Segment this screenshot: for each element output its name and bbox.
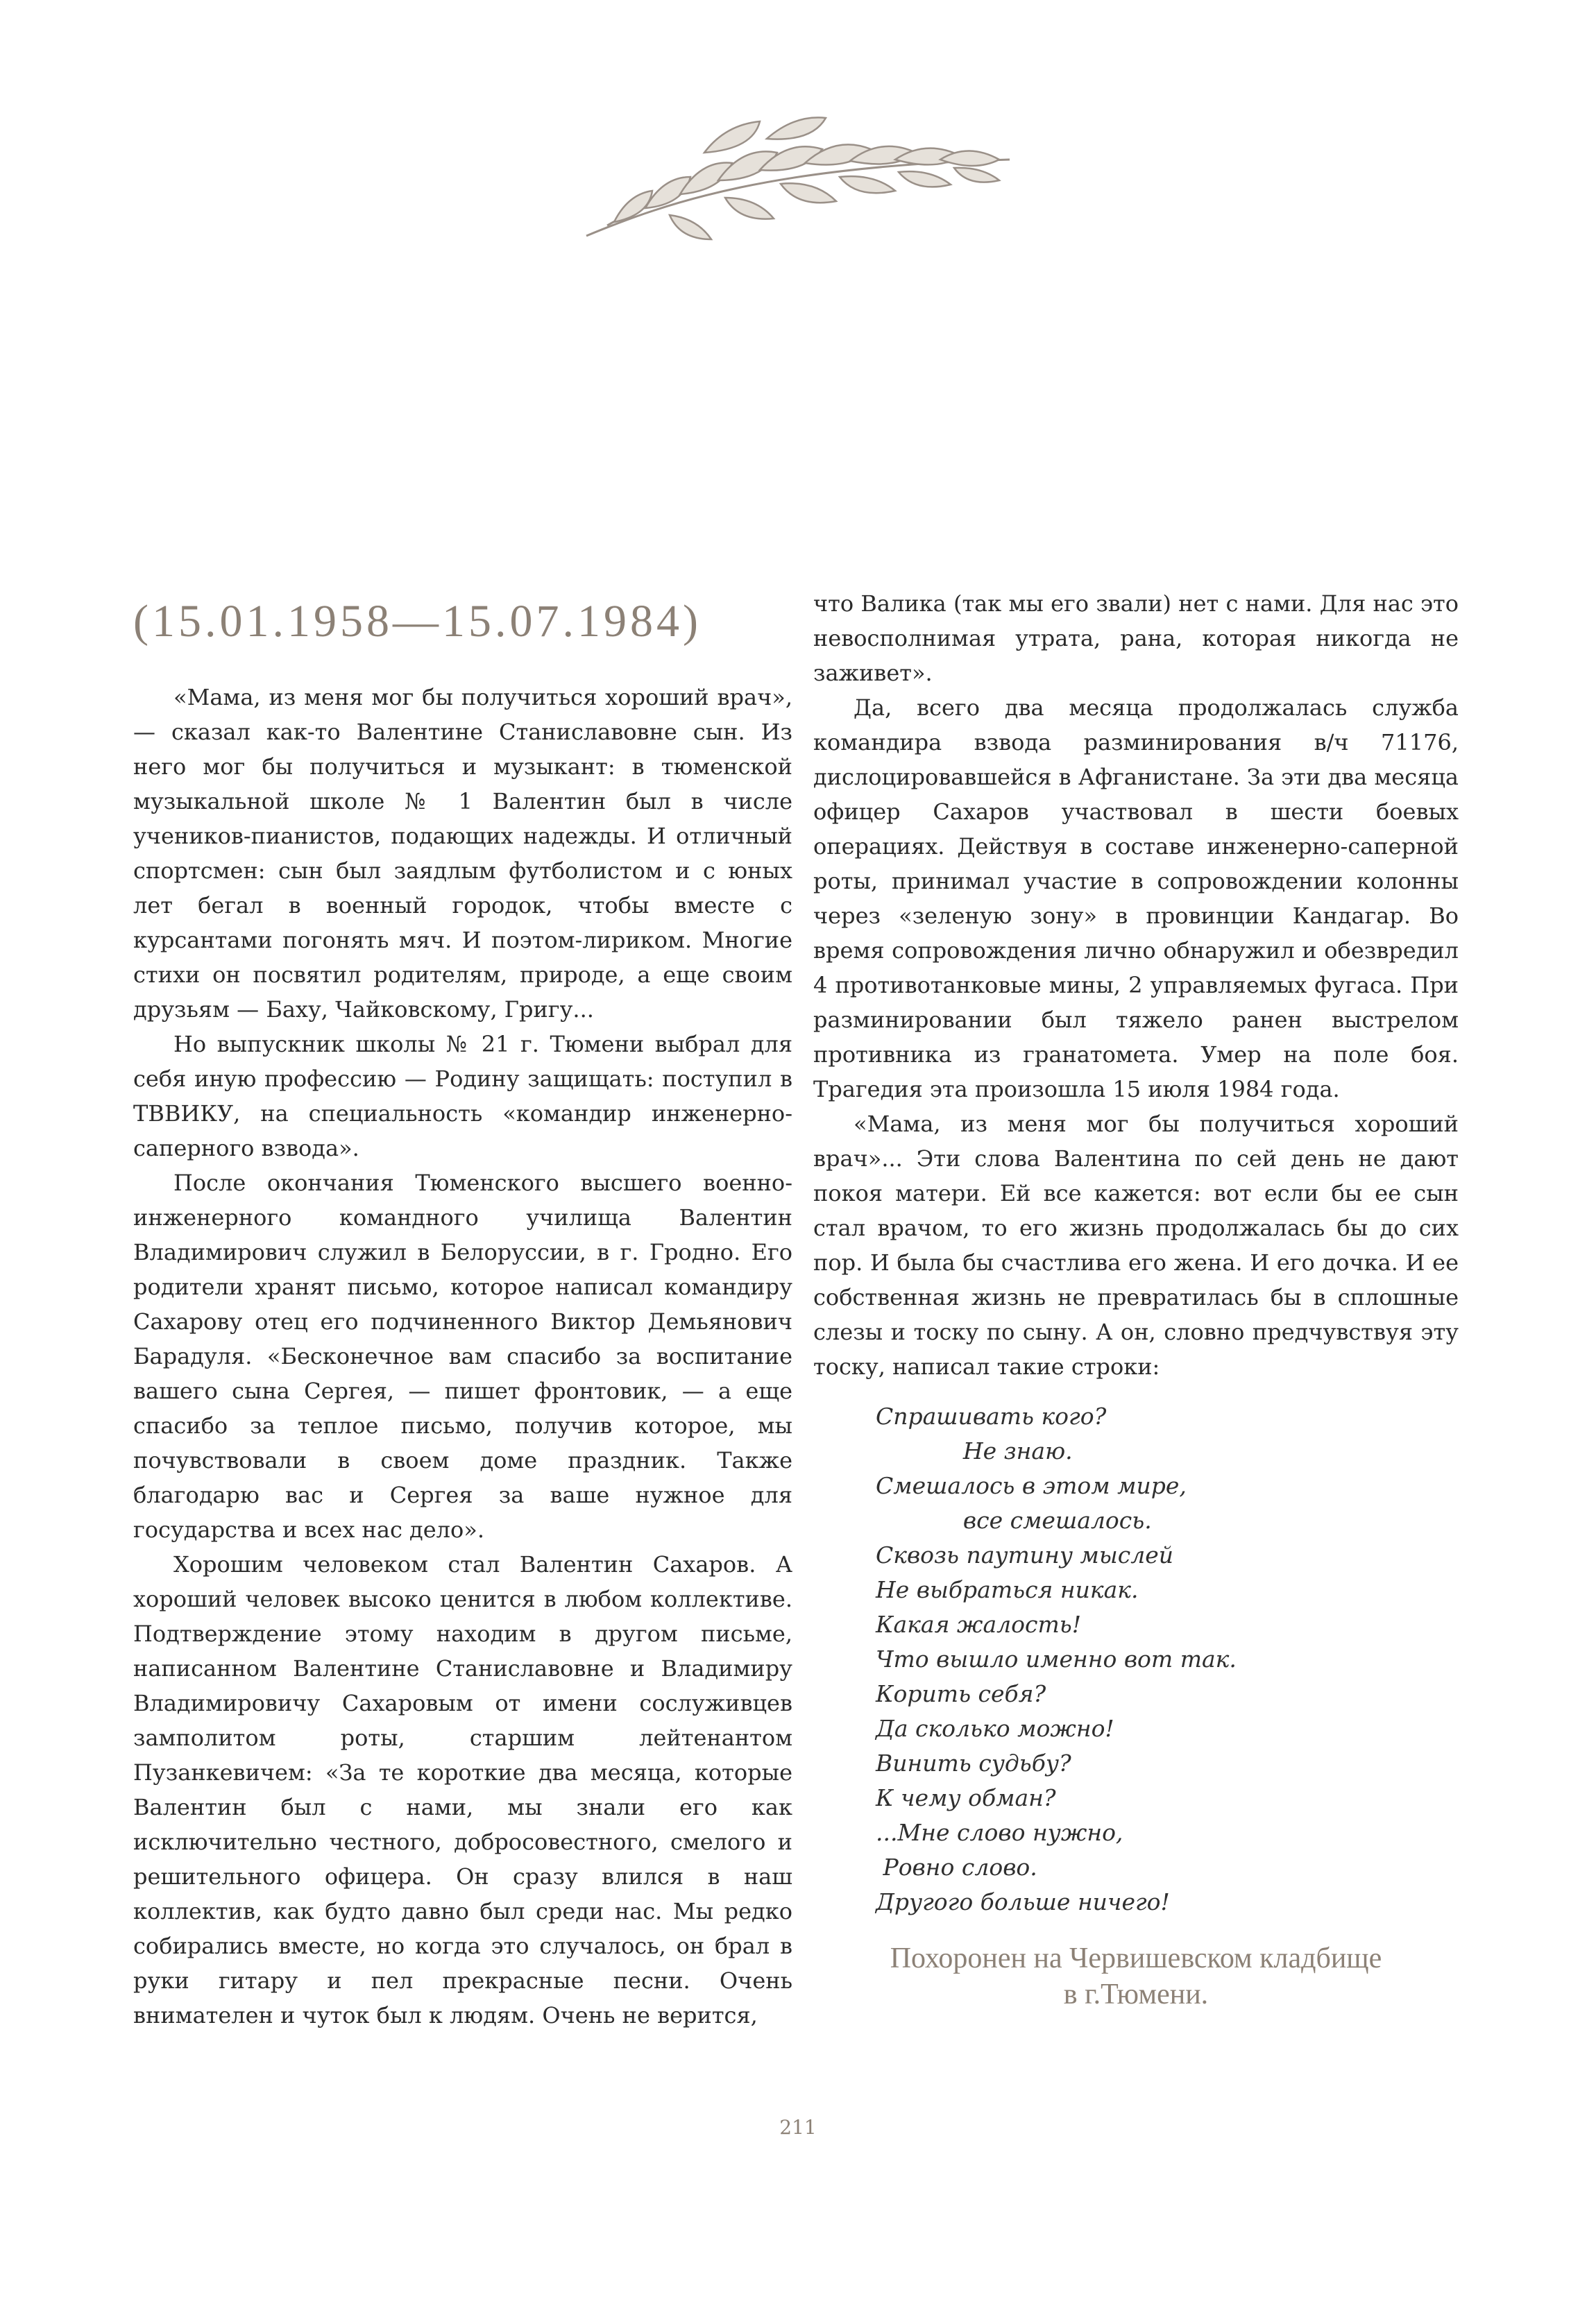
- poem-line: Корить себя?: [876, 1680, 1046, 1707]
- life-dates-heading: (15.01.1958—15.07.1984): [133, 596, 702, 647]
- left-text-column: [133, 680, 792, 2033]
- poem-line: Другого больше ничего!: [876, 1888, 1170, 1915]
- poem: [876, 1399, 1459, 1920]
- burial-line: в г.Тюмени.: [1063, 1979, 1209, 2010]
- poem-line: Что вышло именно вот так.: [876, 1646, 1237, 1673]
- burial-note: [813, 1940, 1459, 2013]
- poem-line: Сквозь паутину мыслей: [876, 1541, 1173, 1569]
- paragraph: «Мама, из меня мог бы получиться хороший врач»... Эти слова Валентина по сей день не дают покоя матери. Ей все кажется: вот если бы ее сын стал врачом, то его жизнь продолжалась бы до сих пор. И была бы счастлива его жена. И его дочка. И ее собственная жизнь не превратилась бы в сплошные слезы и тоску по сыну. А он, словно предчувствуя эту тоску, написал такие строки:: [813, 1111, 1459, 1380]
- poem-line: Спрашивать кого?: [876, 1403, 1107, 1430]
- poem-line: Какая жалость!: [876, 1611, 1082, 1638]
- poem-line: ...Мне слово нужно,: [876, 1819, 1123, 1846]
- poem-line: К чему обман?: [876, 1784, 1056, 1811]
- poem-line: Не знаю.: [876, 1437, 1073, 1464]
- paragraph: Но выпускник школы № 21 г. Тюмени выбрал для себя иную профессию — Родину защищать: поступил в ТВВИКУ, на специальность «командир инженерно-саперного взвода».: [133, 1031, 792, 1161]
- paragraph: Да, всего два месяца продолжалась служба командира взвода разминирования в/ч 71176, дислоцировавшейся в Афганистане. За эти два месяца офицер Сахаров участвовал в шести боевых операциях. Действуя в составе инженерно-саперной роты, принимал участие в сопровождении колонны через «зеленую зону» в провинции Кандагар. Во время сопровождения лично обнаружил и обезвредил 4 противотанковые мины, 2 управляемых фугаса. При разминировании был тяжело ранен выстрелом противника из гранатомета. Умер на поле боя. Трагедия эта произошла 15 июля 1984 года.: [813, 694, 1459, 1102]
- paragraph: «Мама, из меня мог бы получиться хороший врач», — сказал как-то Валентине Станиславовне сын. Из него мог бы получиться и музыкант: в тюменской музыкальной школе № 1 Валентин был в числе учеников-пианистов, подающих надежды. И отличный спортсмен: сын был заядлым футболистом и с юных лет бегал в военный городок, чтобы вместе с курсантами погонять мяч. И поэтом-лириком. Многие стихи он посвятил родителям, природе, а еще своим друзьям — Баху, Чайковскому, Григу...: [133, 684, 792, 1023]
- paragraph-continuation: что Валика (так мы его звали) нет с нами. Для нас это невосполнимая утрата, рана, которая никогда не заживет».: [813, 590, 1459, 686]
- right-text-column: [813, 586, 1459, 2013]
- laurel-branch-icon: [566, 111, 1024, 243]
- paragraph: Хорошим человеком стал Валентин Сахаров. А хороший человек высоко ценится в любом коллективе. Подтверждение этому находим в другом письме, написанном Валентине Станиславовне и Владимиру Владимировичу Сахаровым от имени сослуживцев замполитом роты, старшим лейтенантом Пузанкевичем: «За те короткие два месяца, которые Валентин был с нами, мы знали его как исключительно честного, добросовестного, смелого и решительного офицера. Он сразу влился в наш коллектив, как будто давно был среди нас. Мы редко собирались вместе, но когда это случалось, он брал в руки гитару и пел прекрасные песни. Очень внимателен и чуток был к людям. Очень не верится,: [133, 1551, 792, 2028]
- burial-line: Похоронен на Червишевском кладбище: [890, 1942, 1382, 1974]
- poem-line: Ровно слово.: [876, 1854, 1037, 1881]
- poem-line: Да сколько можно!: [876, 1715, 1114, 1742]
- paragraph: После окончания Тюменского высшего военно-инженерного командного училища Валентин Владимирович служил в Белоруссии, в г. Гродно. Его родители хранят письмо, которое написал командиру Сахарову отец его подчиненного Виктор Демьянович Барадуля. «Бесконечное вам спасибо за воспитание вашего сына Сергея, — пишет фронтовик, — а еще спасибо за теплое письмо, получив которое, мы почувствовали в своем доме праздник. Также благодарю вас и Сергея за ваше нужное для государства и всех нас дело».: [133, 1170, 792, 1543]
- poem-line: все смешалось.: [876, 1507, 1152, 1534]
- poem-line: Винить судьбу?: [876, 1750, 1071, 1777]
- poem-line: Не выбраться никак.: [876, 1576, 1139, 1603]
- poem-line: Смешалось в этом мире,: [876, 1472, 1187, 1499]
- page-number: 211: [779, 2116, 817, 2139]
